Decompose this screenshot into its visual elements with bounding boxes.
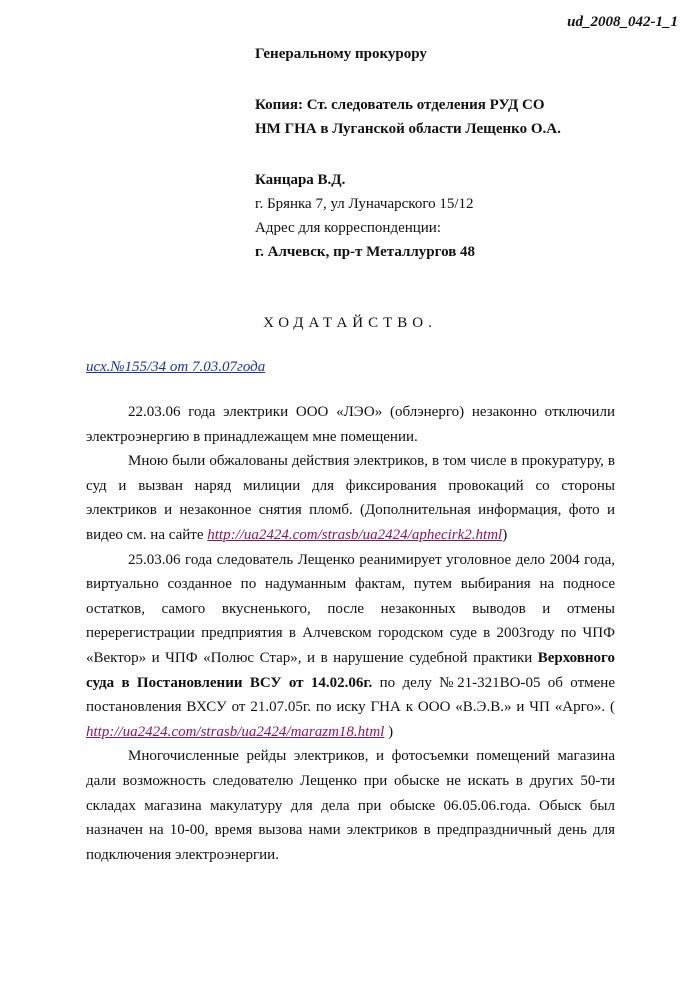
paragraph-3-text-1: 25.03.06 года следователь Лещенко реанимирует уголовное дело 2004 года, виртуально созданное по надуманным фактам, путем выбирания на подносе остатков, самого вкусненького, после незаконных выводов и отмены перерегистрации предприятия в Алчевском городском суде в 2003году по ЧПФ «Вектор» и ЧПФ «Полюс Стар», и в нарушение судебной практики [86,551,615,666]
paragraph-3-bold: Верховного суда в Постановлении ВСУ от 14.02.06г. [86,649,615,691]
paragraph-1: 22.03.06 года электрики ООО «ЛЭО» (облэнерго) незаконно отключили электроэнергию в принадлежащем мне помещении. [86,404,615,445]
paragraph-3-text-2: по делу №21-321ВО-05 об отмене постановления ВХСУ от 21.07.05г. по иску ГНА к ООО «В.Э.В.» и ЧП «Арго». ( [86,674,615,716]
copy-line-1: Копия: Ст. следователь отделения РУД СО [255,97,545,113]
addressee: Генеральному прокурору [255,46,427,62]
copy-block [255,93,665,141]
correspondence-address: г. Алчевск, пр-т Металлургов 48 [255,244,476,260]
copy-line-2: НМ ГНА в Луганской области Лещенко О.А. [255,121,561,137]
sender-block [255,168,665,264]
outgoing-reference-link[interactable]: исх.№155/34 от 7.03.07года [86,359,266,375]
paragraph-2-text: Мною были обжалованы действия электриков, в том числе в прокуратуру, в суд и вызван наряд милиции для фиксирования провокаций со стороны электриков и незаконное снятия пломб. (Дополнительная информация, фото и видео см. на сайте [86,453,615,543]
document-title: ХОДАТАЙСТВО. [263,315,437,331]
paragraph-3-end: ) [384,723,394,740]
document-id: ud_2008_042-1_1 [567,14,678,30]
sender-name: Канцара В.Д. [255,172,346,188]
sender-address: г. Брянка 7, ул Луначарского 15/12 [255,196,474,212]
paragraph-2-end: ) [502,526,508,543]
correspondence-label: Адрес для корреспонденции: [255,220,442,236]
paragraph-3 [86,548,615,745]
addressee-block [255,42,665,66]
photo-video-link[interactable]: http://ua2424.com/strasb/ua2424/aphecirk2.html [207,526,503,543]
paragraph-4: Многочисленные рейды электриков, и фотосъемки помещений магазина дали возможность следователю Лещенко при обыске не искать в других 50-ти складах магазина макулатуру для дела при обыске 06.05.06.года. Обыск был назначен на 10-00, время вызова нами электриков в предпраздничный день для подключения электроэнергии. [86,748,615,863]
document-body [86,400,615,867]
case-link[interactable]: http://ua2424.com/strasb/ua2424/marazm18.html [86,723,385,740]
paragraph-2 [86,449,615,547]
